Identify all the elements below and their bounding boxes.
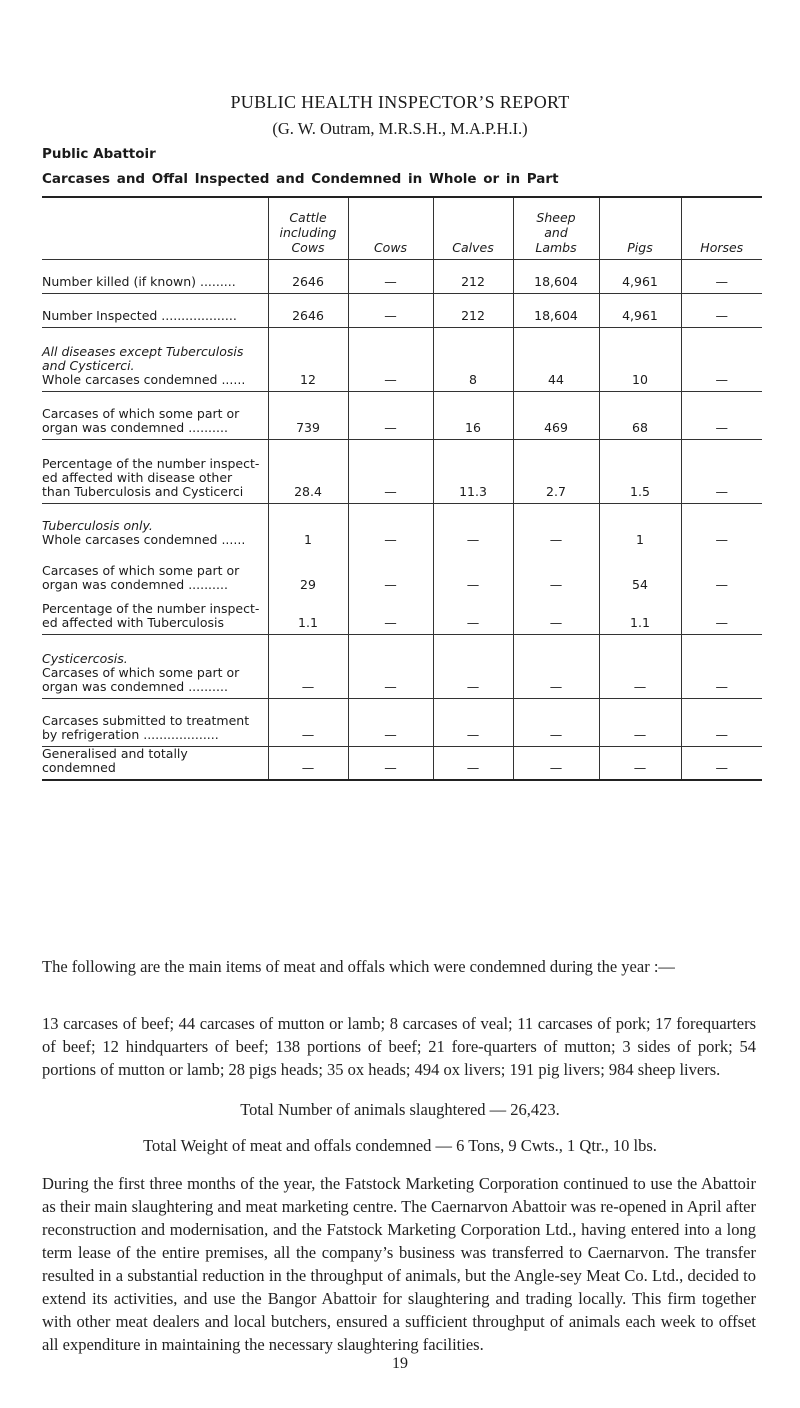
row-label — [42, 259, 268, 293]
table-row — [42, 391, 762, 439]
table-cell: — — [513, 503, 599, 551]
table-cell: 28.4 — [268, 439, 348, 503]
column-header — [268, 197, 348, 259]
row-label-line: Carcases of which some part or — [42, 405, 240, 421]
table-row — [42, 596, 762, 634]
column-header — [433, 197, 513, 259]
table-cell: — — [268, 634, 348, 698]
column-header — [513, 197, 599, 259]
table-cell: — — [681, 391, 762, 439]
row-label-line: Whole carcases condemned ...... — [42, 532, 246, 547]
row-label-line: Carcases of which some part or — [42, 563, 240, 578]
row-label — [42, 327, 268, 391]
table-cell: — — [348, 293, 433, 327]
table-row — [42, 293, 762, 327]
table-cell: — — [348, 439, 433, 503]
table-cell: 1 — [599, 503, 681, 551]
table-cell: — — [348, 259, 433, 293]
column-header — [599, 197, 681, 259]
table-cell: — — [681, 293, 762, 327]
table-cell: — — [348, 634, 433, 698]
table-cell: 18,604 — [513, 293, 599, 327]
column-header-line: and — [544, 224, 568, 240]
column-header-line: Cows — [291, 239, 325, 255]
page-number: 19 — [392, 1355, 408, 1372]
row-label — [42, 439, 268, 503]
row-label-line: Percentage of the number inspect- — [42, 455, 260, 471]
table-cell: — — [348, 746, 433, 780]
column-header-line: Sheep — [536, 209, 576, 225]
column-header-line: Cows — [373, 239, 408, 255]
row-label-line: by refrigeration ................... — [42, 726, 219, 742]
table-cell: 1.5 — [599, 439, 681, 503]
table-cell: — — [268, 698, 348, 746]
inspection-table — [42, 196, 762, 781]
row-label — [42, 698, 268, 746]
table-cell: 18,604 — [513, 259, 599, 293]
table-row — [42, 259, 762, 293]
table-cell: 68 — [599, 391, 681, 439]
row-label-line: Carcases of which some part or — [42, 664, 240, 680]
table-cell: 739 — [268, 391, 348, 439]
table-cell: — — [433, 551, 513, 596]
row-label — [42, 634, 268, 698]
table-row — [42, 634, 762, 698]
table-cell: — — [513, 551, 599, 596]
table-cell: — — [599, 698, 681, 746]
table-cell: — — [681, 327, 762, 391]
abattoir-paragraph: During the first three months of the year, the Fatstock Marketing Corporation continued to use the Abattoir as their main slaughtering and meat marketing centre. The Caernarvon Abattoir was re-opened in April after reconstruction and modernisation, and the Fatstock Marketing Corporation Ltd., having entered into a long term lease of the entire premises, all the company’s business was transferred to Caernarvon. The transfer resulted in a substantial reduction in the throughput of animals, but the Angle-sey Meat Co. Ltd., decided to extend its activities, and use the Bangor Abattoir for slaughtering and trading locally. This firm together with other meat dealers and local butchers, ensured a sufficient throughput of animals each week to offset all expenditure in maintaining the necessary slaughtering facilities. — [42, 1174, 756, 1354]
condemned-intro: The following are the main items of meat and offals which were condemned during the year :— — [42, 957, 675, 976]
table-cell: — — [681, 551, 762, 596]
table-cell: 1 — [268, 503, 348, 551]
row-label — [42, 746, 268, 780]
table-cell: — — [348, 503, 433, 551]
table-cell: — — [599, 634, 681, 698]
row-label-line: Number killed (if known) ......... — [42, 273, 236, 289]
table-cell: — — [513, 698, 599, 746]
table-cell: 11.3 — [433, 439, 513, 503]
table-cell: — — [681, 698, 762, 746]
table-cell: — — [513, 596, 599, 634]
table-cell: 1.1 — [599, 596, 681, 634]
table-cell: 4,961 — [599, 293, 681, 327]
table-cell: — — [433, 634, 513, 698]
row-label — [42, 293, 268, 327]
table-cell: — — [348, 391, 433, 439]
row-label-line: organ was condemned .......... — [42, 678, 228, 694]
table-cell: 54 — [599, 551, 681, 596]
table-cell: — — [681, 746, 762, 780]
row-label — [42, 596, 268, 634]
table-cell: — — [433, 746, 513, 780]
row-label-line: Generalised and totally condemned — [42, 745, 188, 775]
column-header-line: Horses — [700, 239, 744, 255]
row-label-line: organ was condemned .......... — [42, 419, 228, 435]
row-label-line: ed affected with Tuberculosis — [42, 614, 224, 630]
report-title: PUBLIC HEALTH INSPECTOR’S REPORT — [230, 92, 570, 112]
column-header-line: Pigs — [627, 239, 653, 255]
table-cell: 16 — [433, 391, 513, 439]
table-cell: — — [513, 746, 599, 780]
row-label-line: Cysticercosis. — [42, 650, 128, 666]
table-row — [42, 746, 762, 780]
table-cell: 2.7 — [513, 439, 599, 503]
table-row — [42, 551, 762, 596]
row-label-line: Carcases submitted to treatment — [42, 712, 250, 728]
table-cell: — — [348, 596, 433, 634]
table-header-row — [42, 197, 762, 259]
table-cell: 1.1 — [268, 596, 348, 634]
table-row — [42, 503, 762, 551]
row-label-line: and Cysticerci. — [42, 357, 135, 373]
row-label — [42, 551, 268, 596]
column-header-line: Calves — [452, 239, 494, 255]
table-cell: — — [268, 746, 348, 780]
table-cell: — — [681, 503, 762, 551]
row-label-line: than Tuberculosis and Cysticerci — [42, 483, 244, 499]
table-cell: 2646 — [268, 293, 348, 327]
table-cell: 8 — [433, 327, 513, 391]
table-cell: 12 — [268, 327, 348, 391]
table-body — [42, 259, 762, 780]
column-header-line: Lambs — [535, 239, 577, 255]
table-cell: 29 — [268, 551, 348, 596]
column-header — [681, 197, 762, 259]
table-cell: — — [681, 634, 762, 698]
table-cell: 4,961 — [599, 259, 681, 293]
table-cell: — — [348, 551, 433, 596]
table-cell: — — [433, 596, 513, 634]
section-heading: Public Abattoir — [42, 146, 156, 162]
table-row — [42, 439, 762, 503]
row-label-line: Number Inspected ................... — [42, 307, 237, 323]
table-cell: — — [348, 698, 433, 746]
table-cell: — — [348, 327, 433, 391]
table-cell: — — [513, 634, 599, 698]
total-weight-condemned: Total Weight of meat and offals condemned — 6 Tons, 9 Cwts., 1 Qtr., 10 lbs. — [143, 1136, 657, 1155]
condemned-items-list: 13 carcases of beef; 44 carcases of mutton or lamb; 8 carcases of veal; 11 carcases of pork; 17 forequarters of beef; 12 hindquarters of beef; 138 portions of beef; 21 fore-quarters of mutton; 3 sides of pork; 54 portions of mutton or lamb; 28 pigs heads; 35 ox heads; 494 ox livers; 191 pig livers; 984 sheep livers. — [42, 1014, 756, 1079]
table-row — [42, 698, 762, 746]
table-cell: 469 — [513, 391, 599, 439]
table-cell: 44 — [513, 327, 599, 391]
table-cell: — — [681, 259, 762, 293]
table-cell: 212 — [433, 293, 513, 327]
table-cell: — — [433, 698, 513, 746]
table-cell: — — [681, 596, 762, 634]
table-cell: 212 — [433, 259, 513, 293]
row-label — [42, 391, 268, 439]
row-label-line: Tuberculosis only. — [42, 518, 153, 533]
row-label-line: All diseases except Tuberculosis — [42, 343, 244, 359]
report-subtitle: (G. W. Outram, M.R.S.H., M.A.P.H.I.) — [272, 119, 528, 138]
table-cell: 10 — [599, 327, 681, 391]
table-cell: — — [681, 439, 762, 503]
row-label-line: Whole carcases condemned ...... — [42, 371, 246, 387]
row-label-line: ed affected with disease other — [42, 469, 233, 485]
row-label-line: Percentage of the number inspect- — [42, 600, 260, 616]
row-label-line: organ was condemned .......... — [42, 577, 228, 592]
table-cell: — — [433, 503, 513, 551]
table-cell: 2646 — [268, 259, 348, 293]
table-cell: — — [599, 746, 681, 780]
row-label — [42, 503, 268, 551]
total-animals-slaughtered: Total Number of animals slaughtered — 26,423. — [240, 1100, 560, 1119]
row-header-corner — [42, 197, 268, 259]
table-caption: Carcases and Offal Inspected and Condemned in Whole or in Part — [42, 171, 559, 187]
column-header-line: Cattle — [289, 209, 327, 225]
column-header — [348, 197, 433, 259]
column-header-line: including — [279, 224, 337, 240]
table-row — [42, 327, 762, 391]
